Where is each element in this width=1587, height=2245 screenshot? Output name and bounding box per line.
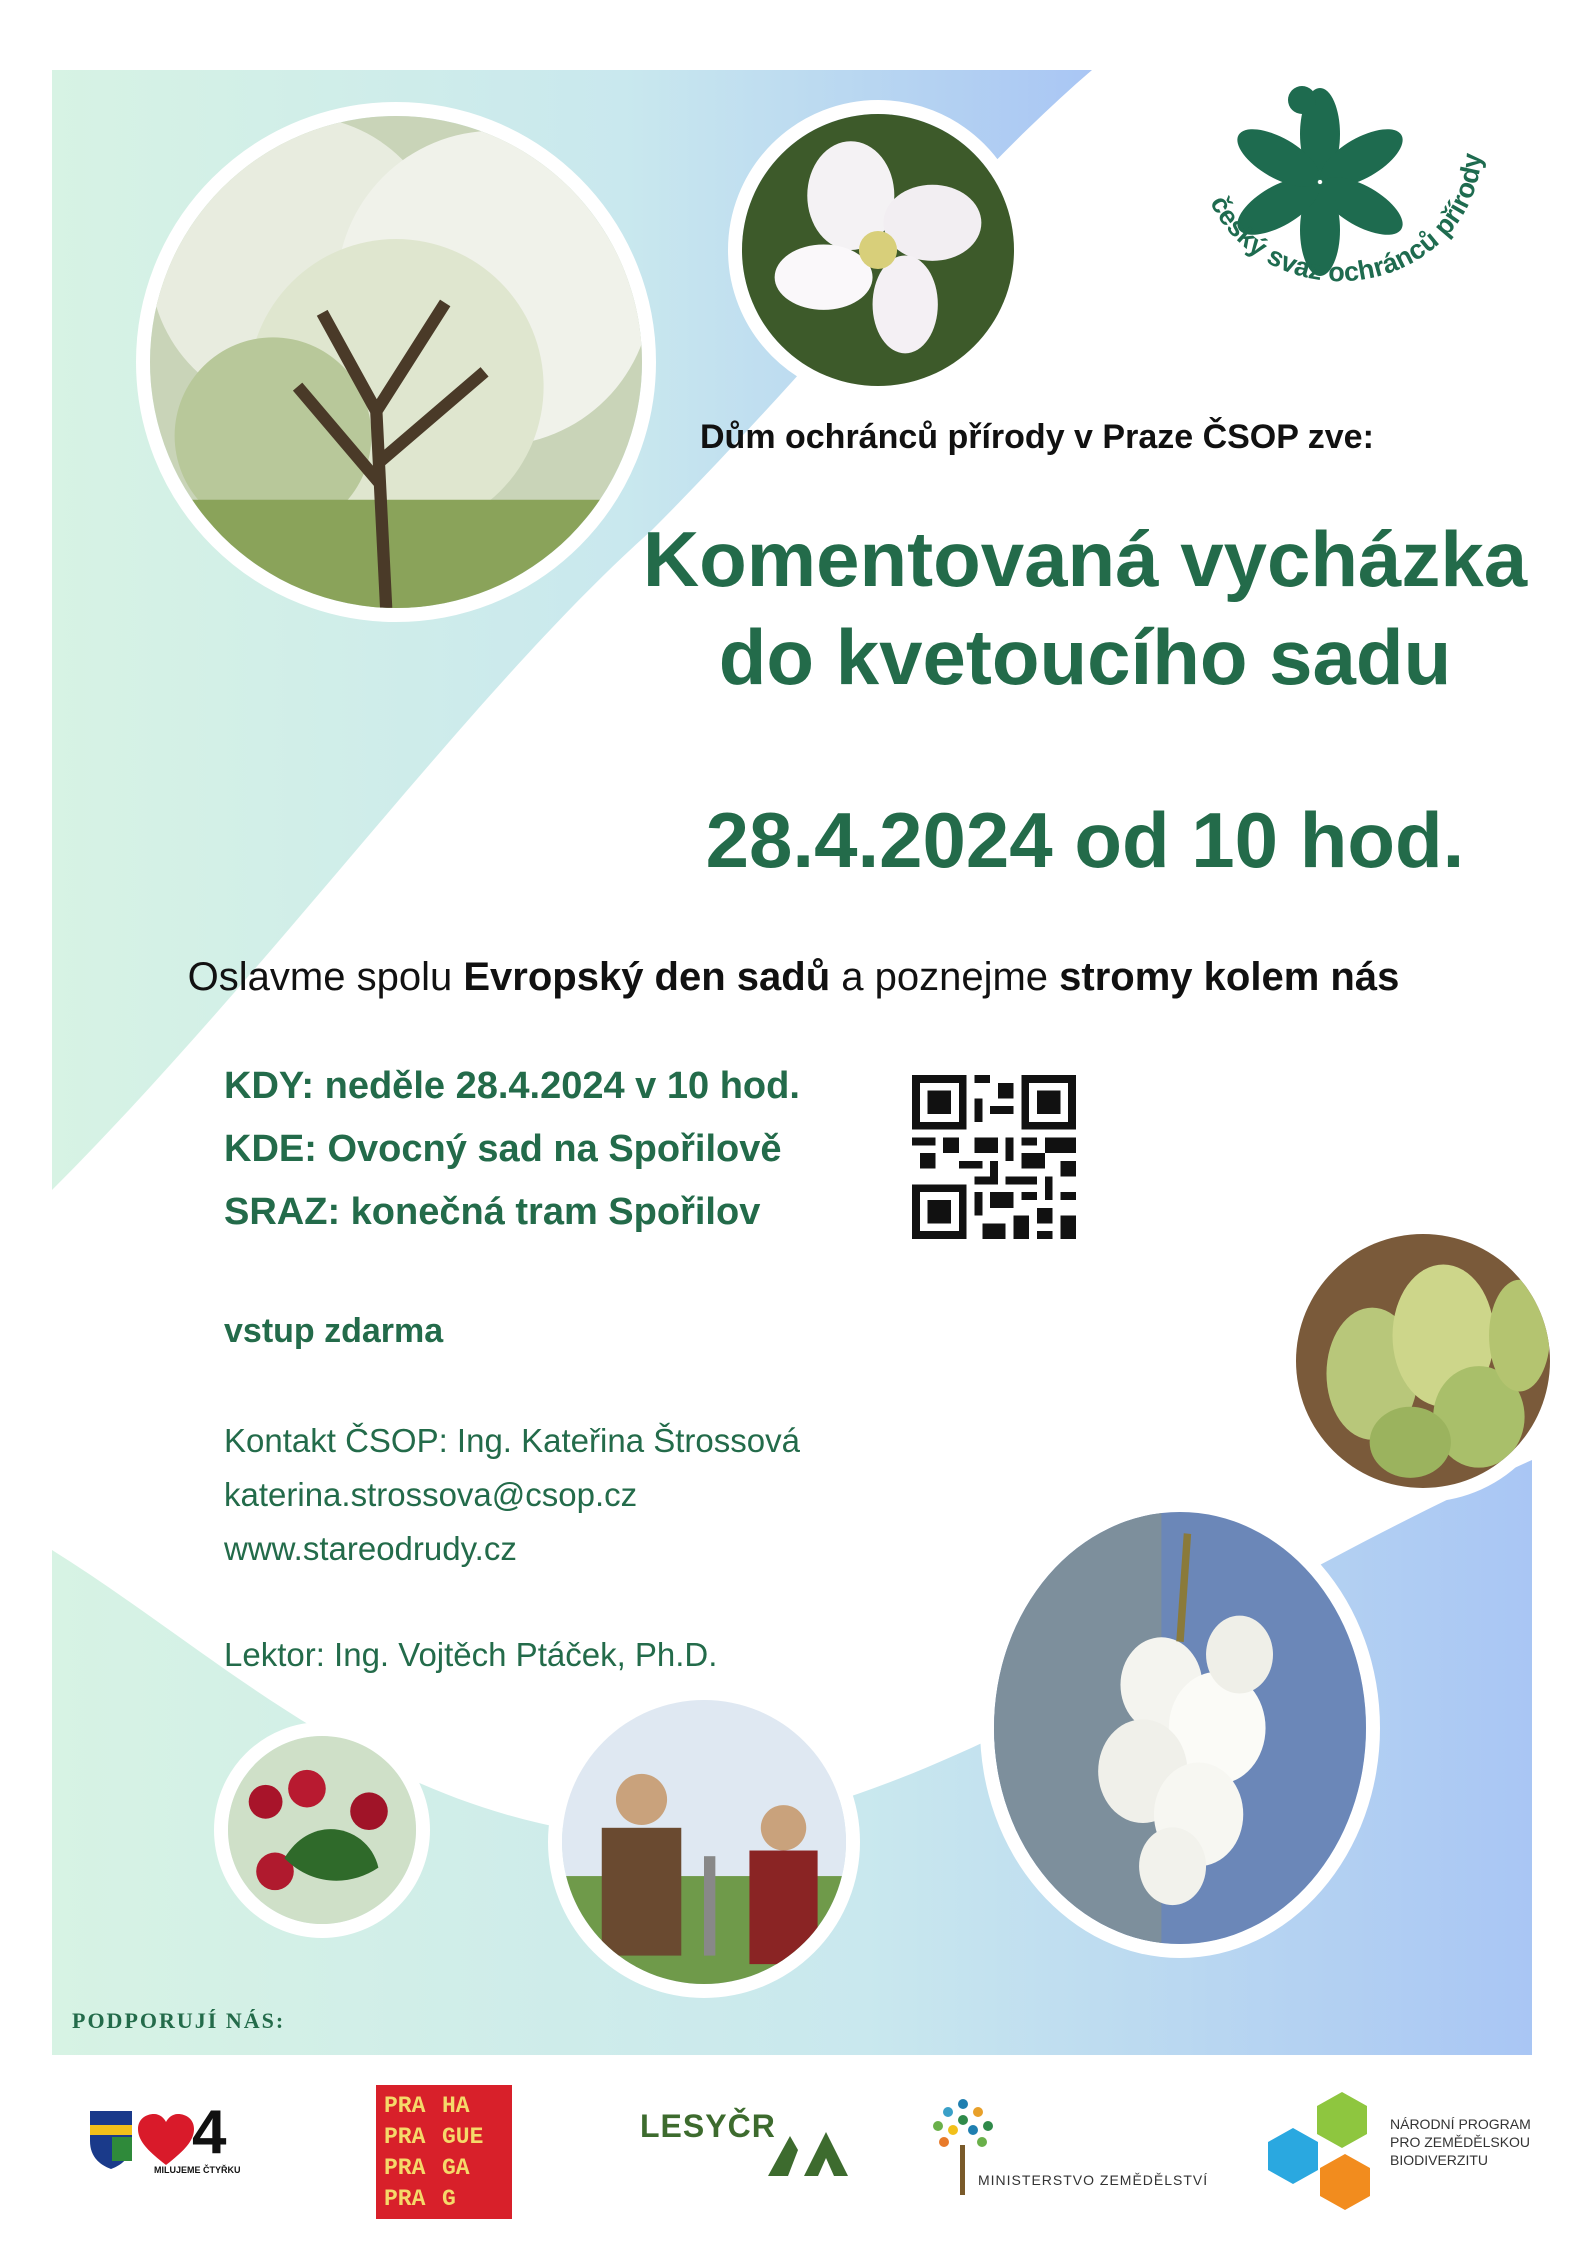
intro-text: Dům ochránců přírody v Praze ČSOP zve: — [700, 418, 1374, 456]
logo-lesy-cr — [640, 2108, 850, 2178]
qr-code[interactable] — [912, 1075, 1076, 1239]
praha-cell-2: HA — [442, 2093, 470, 2119]
detail-where: KDE: Ovocný sad na Spořilově — [224, 1128, 782, 1170]
sponsors-label: PODPORUJÍ NÁS: — [72, 2008, 286, 2033]
praha-cell-6: GA — [442, 2155, 470, 2181]
praha4-digit: 4 — [192, 2098, 227, 2167]
detail-entry: vstup zdarma — [224, 1312, 444, 1350]
contact-web[interactable]: www.stareodrudy.cz — [224, 1530, 517, 1567]
csop-logo-text: český svaz ochránců přírody — [1204, 151, 1488, 288]
lesy-tree-icon — [768, 2126, 848, 2176]
photo-apple-blossom — [728, 100, 1028, 400]
csop-logo — [1190, 72, 1490, 312]
lecturer: Lektor: Ing. Vojtěch Ptáček, Ph.D. — [224, 1636, 718, 1673]
np-line2: PRO ZEMĚDĚLSKOU — [1390, 2134, 1531, 2150]
praha-cell-3: PRA — [384, 2124, 426, 2150]
photo-guided-walk — [548, 1686, 860, 1998]
photo-blooming-tree — [136, 102, 656, 622]
logo-praha — [376, 2085, 512, 2219]
event-title — [590, 510, 1580, 706]
logo-np-biodiverzita — [1262, 2078, 1552, 2210]
detail-meeting: SRAZ: konečná tram Spořilov — [224, 1191, 761, 1233]
np-hexagons-icon — [1262, 2078, 1402, 2210]
praha4-text: MILUJEME ČTYŘKU — [154, 2165, 241, 2175]
subtitle-bold2: stromy kolem nás — [1059, 955, 1400, 999]
event-title-line1: Komentovaná vycházka — [642, 515, 1528, 603]
praha-cell-7: PRA — [384, 2186, 426, 2212]
photo-cherry-blossom — [980, 1498, 1380, 1958]
subtitle — [0, 955, 1587, 1000]
date-headline: 28.4.2024 od 10 hod. — [705, 796, 1465, 884]
np-line1: NÁRODNÍ PROGRAM — [1390, 2116, 1531, 2132]
logo-ministry — [918, 2090, 1209, 2200]
lesy-text: LESYČR — [640, 2108, 776, 2144]
np-line3: BIODIVERZITU — [1390, 2152, 1489, 2168]
photo-pears — [1282, 1220, 1564, 1502]
praha-cell-8: G — [442, 2186, 456, 2212]
ministry-text: MINISTERSTVO ZEMĚDĚLSTVÍ — [978, 2172, 1209, 2188]
logo-praha4 — [88, 2098, 248, 2175]
subtitle-part2: a poznejme — [830, 955, 1060, 999]
praha-cell-4: GUE — [442, 2124, 484, 2150]
praha-cell-1: PRA — [384, 2093, 426, 2119]
photo-cherries — [214, 1722, 430, 1938]
event-title-line2: do kvetoucího sadu — [718, 613, 1452, 701]
praha-cell-5: PRA — [384, 2155, 426, 2181]
contact-person: Kontakt ČSOP: Ing. Kateřina Štrossová — [224, 1422, 800, 1459]
subtitle-part1: Oslavme spolu — [187, 955, 464, 999]
contact-email[interactable]: katerina.strossova@csop.cz — [224, 1476, 638, 1513]
detail-when: KDY: neděle 28.4.2024 v 10 hod. — [224, 1065, 800, 1107]
subtitle-bold1: Evropský den sadů — [463, 955, 831, 999]
